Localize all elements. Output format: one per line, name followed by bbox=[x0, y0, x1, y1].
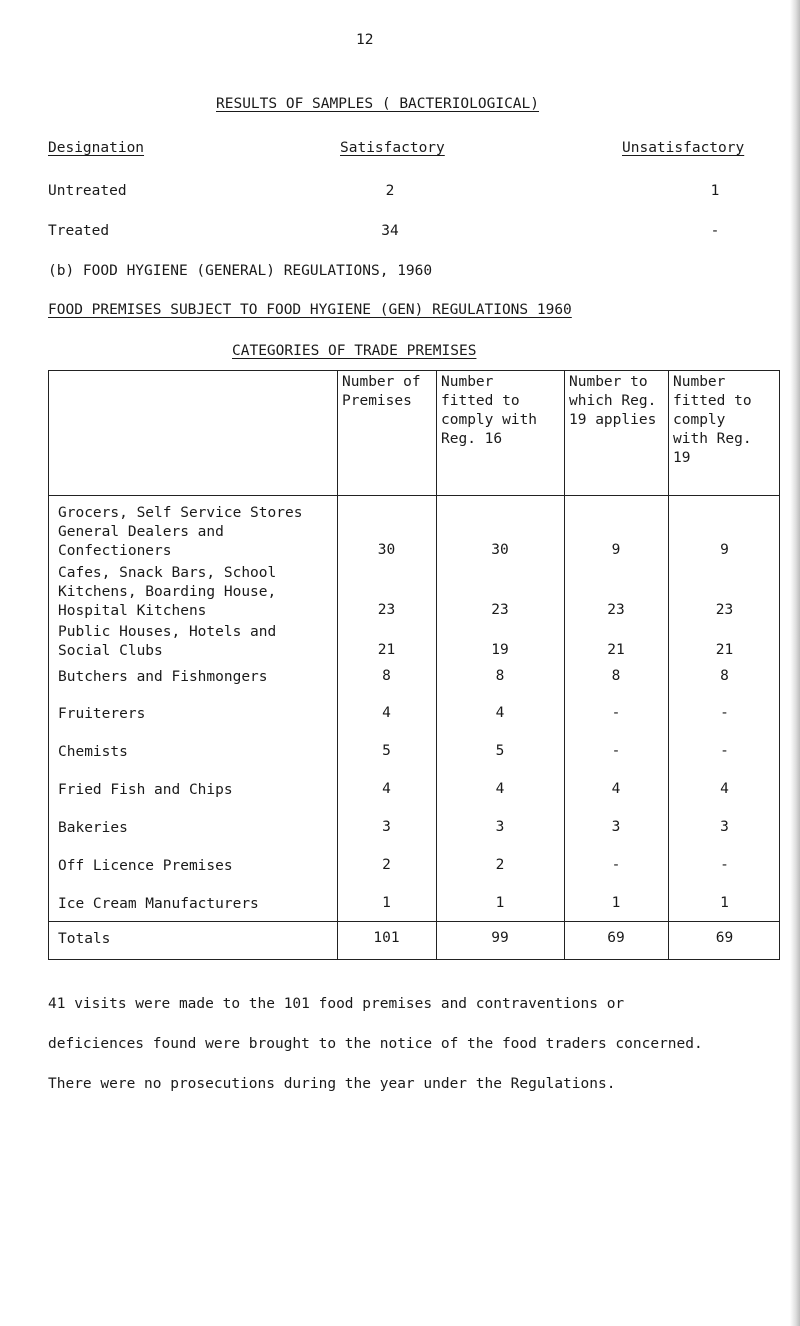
col-header-reg16: Number fitted to comply with Reg. 16 bbox=[441, 374, 538, 447]
closing-line: deficiences found were brought to the notice of the food traders concerned. bbox=[48, 1036, 703, 1052]
col-header-premises: Number of Premises bbox=[342, 374, 421, 409]
category-label: Chemists bbox=[58, 744, 128, 760]
category-label: Grocers, Self Service Stores General Dealers and Confectioners bbox=[58, 505, 303, 559]
samples-row-designation: Untreated bbox=[48, 183, 127, 199]
value-premises: 2 bbox=[382, 857, 391, 873]
value-reg16: 30 bbox=[491, 542, 509, 558]
value-reg19-applies: 23 bbox=[607, 602, 625, 618]
col-header-reg19-applies: Number to which Reg. 19 applies bbox=[569, 374, 657, 428]
value-premises: 4 bbox=[382, 781, 391, 797]
totals-label: Totals bbox=[58, 931, 111, 947]
value-reg19-comply: 8 bbox=[720, 668, 729, 684]
value-reg19-comply: - bbox=[720, 857, 729, 873]
col-header-reg19-comply: Number fitted to comply with Reg. 19 bbox=[673, 374, 752, 466]
value-reg16: 2 bbox=[495, 857, 505, 873]
value-reg19-comply: - bbox=[720, 705, 729, 721]
value-reg16: 3 bbox=[495, 819, 505, 835]
value-reg16: 5 bbox=[495, 743, 505, 759]
closing-line: 41 visits were made to the 101 food premises and contraventions or bbox=[48, 996, 625, 1012]
page-number: 12 bbox=[356, 32, 374, 48]
value-premises: 30 bbox=[377, 542, 396, 558]
category-label: Cafes, Snack Bars, School Kitchens, Boarding House, Hospital Kitchens bbox=[58, 565, 277, 619]
category-label: Bakeries bbox=[58, 820, 128, 836]
page-edge-shadow bbox=[790, 0, 800, 1326]
value-premises: 21 bbox=[377, 642, 396, 658]
value-reg19-applies: - bbox=[611, 705, 621, 721]
value-premises: 5 bbox=[382, 743, 391, 759]
value-reg19-applies: 4 bbox=[611, 781, 621, 797]
header-designation: Designation bbox=[48, 140, 145, 156]
totals-value-reg16: 99 bbox=[491, 930, 509, 946]
totals-value-reg19-comply: 69 bbox=[715, 930, 734, 946]
value-reg19-comply: 21 bbox=[715, 642, 734, 658]
value-reg19-applies: 21 bbox=[607, 642, 625, 658]
samples-row-satisfactory: 34 bbox=[381, 223, 399, 239]
value-reg19-comply: 1 bbox=[720, 895, 729, 911]
value-reg19-comply: 4 bbox=[720, 781, 729, 797]
value-reg19-comply: 23 bbox=[715, 602, 734, 618]
trade-premises-table-title: CATEGORIES OF TRADE PREMISES bbox=[232, 343, 477, 359]
value-reg19-applies: - bbox=[611, 743, 621, 759]
header-unsatisfactory: Unsatisfactory bbox=[622, 140, 745, 156]
samples-row-designation: Treated bbox=[48, 223, 110, 239]
closing-line: There were no prosecutions during the year under the Regulations. bbox=[48, 1076, 616, 1092]
value-reg19-applies: 1 bbox=[611, 895, 621, 911]
closing-paragraph bbox=[48, 984, 780, 1104]
value-reg19-applies: 3 bbox=[611, 819, 621, 835]
totals-value-premises: 101 bbox=[373, 930, 400, 946]
premises-table bbox=[48, 370, 780, 960]
category-label: Fried Fish and Chips bbox=[58, 782, 233, 798]
category-label: Ice Cream Manufacturers bbox=[58, 896, 259, 912]
value-premises: 3 bbox=[382, 819, 391, 835]
value-reg19-applies: 8 bbox=[611, 668, 621, 684]
totals-value-reg19-applies: 69 bbox=[607, 930, 625, 946]
section-b-subheading: FOOD PREMISES SUBJECT TO FOOD HYGIENE (GEN) REGULATIONS 1960 bbox=[48, 302, 572, 318]
samples-row-satisfactory: 2 bbox=[385, 183, 395, 199]
value-reg16: 4 bbox=[495, 705, 505, 721]
value-reg16: 19 bbox=[491, 642, 509, 658]
header-satisfactory: Satisfactory bbox=[340, 140, 445, 156]
category-label: Public Houses, Hotels and Social Clubs bbox=[58, 624, 277, 659]
section-b-heading: (b) FOOD HYGIENE (GENERAL) REGULATIONS, 1960 bbox=[48, 263, 433, 279]
value-reg19-comply: 9 bbox=[720, 542, 729, 558]
value-premises: 8 bbox=[382, 668, 391, 684]
samples-row-unsatisfactory: 1 bbox=[710, 183, 720, 199]
category-label: Fruiterers bbox=[58, 706, 146, 722]
samples-title: RESULTS OF SAMPLES ( BACTERIOLOGICAL) bbox=[216, 96, 540, 112]
value-reg16: 8 bbox=[495, 668, 505, 684]
value-premises: 4 bbox=[382, 705, 391, 721]
totals-divider bbox=[49, 921, 779, 922]
category-label: Off Licence Premises bbox=[58, 858, 233, 874]
header-divider bbox=[49, 495, 779, 496]
value-premises: 1 bbox=[382, 895, 391, 911]
value-reg16: 1 bbox=[495, 895, 505, 911]
value-reg16: 4 bbox=[495, 781, 505, 797]
category-label: Butchers and Fishmongers bbox=[58, 669, 268, 685]
samples-row-unsatisfactory: - bbox=[710, 223, 720, 239]
value-reg19-applies: - bbox=[611, 857, 621, 873]
value-reg19-comply: - bbox=[720, 743, 729, 759]
value-reg16: 23 bbox=[491, 602, 509, 618]
value-premises: 23 bbox=[377, 602, 396, 618]
value-reg19-applies: 9 bbox=[611, 542, 621, 558]
value-reg19-comply: 3 bbox=[720, 819, 729, 835]
